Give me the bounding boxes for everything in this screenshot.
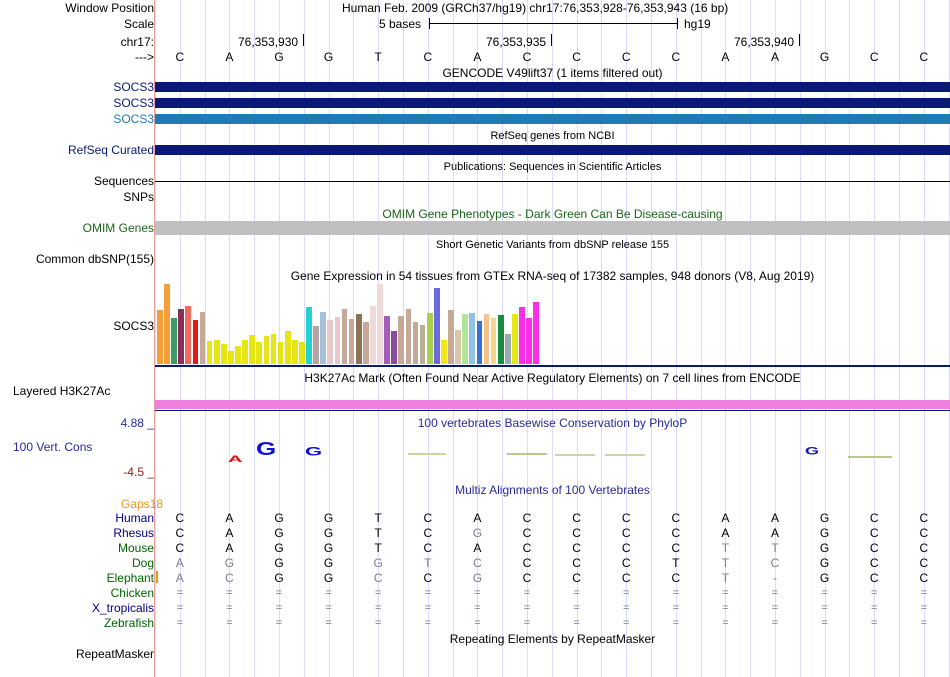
multiz-base: C [919,556,929,570]
gtex-tissue-bar[interactable] [398,316,404,364]
multiz-base: = [325,587,332,599]
multiz-species-label[interactable]: Mouse [117,541,154,555]
multiz-base: A [225,541,234,555]
ruler-tick-2 [551,34,552,46]
multiz-base: A [721,511,730,525]
multiz-base: C [869,571,879,585]
gtex-tissue-bar[interactable] [498,315,504,364]
omim-label[interactable]: OMIM Genes [82,221,154,235]
ruler-position-3: 76,353,940 [734,35,795,49]
multiz-base: = [573,617,580,629]
multiz-base: C [572,511,581,525]
multiz-base: C [373,571,383,585]
multiz-base: C [175,541,185,555]
multiz-base: = [226,617,233,629]
multiz-base: T [374,541,382,555]
publications-line [155,181,950,182]
gtex-tissue-bar[interactable] [441,340,447,364]
reference-base: A [770,50,779,64]
gtex-tissue-bar[interactable] [306,307,312,364]
gencode-label-2[interactable]: SOCS3 [113,96,154,110]
gtex-tissue-bar[interactable] [299,342,305,364]
multiz-base: G [274,511,284,525]
multiz-base: = [275,617,283,629]
phylop-glyph-g1: G [256,438,277,459]
multiz-base: C [770,556,780,570]
gtex-tissue-bar[interactable] [505,334,511,364]
multiz-base: = [622,617,630,629]
multiz-base: C [423,511,433,525]
multiz-base: = [176,602,184,614]
reference-base: A [473,50,482,64]
gtex-tissue-bar[interactable] [533,302,539,364]
elephant-gap-marker [156,571,158,583]
multiz-species-label[interactable]: Human [115,511,154,525]
gtex-tissue-bar[interactable] [391,331,397,364]
multiz-base: = [771,602,779,614]
reference-base: C [869,50,879,64]
refseq-track-title[interactable]: RefSeq genes from NCBI [490,130,615,142]
phylop-trace-4 [605,454,645,456]
multiz-base: C [671,571,681,585]
multiz-base: A [225,511,234,525]
scale-bar-right-tick [677,18,678,29]
multiz-base: G [819,541,830,555]
multiz-base: = [672,587,680,599]
multiz-base: C [621,511,631,525]
gtex-tissue-bar[interactable] [512,314,518,364]
scale-bar-left-tick [429,18,430,29]
reference-base: C [423,50,433,64]
multiz-base: C [869,556,879,570]
gtex-tissue-bar[interactable] [278,342,284,364]
multiz-base: = [474,617,481,629]
phylop-max-label: 4.88 _ [120,416,154,430]
multiz-base: = [523,587,531,599]
gtex-bar-graph[interactable] [155,284,535,364]
gtex-tissue-bar[interactable] [342,309,348,364]
multiz-track-title[interactable]: Multiz Alignments of 100 Vertebrates [455,483,650,497]
multiz-base: - [773,571,777,585]
multiz-base: G [472,526,483,540]
phylop-label[interactable]: 100 Vert. Cons [13,440,93,454]
multiz-base: T [672,556,680,570]
gtex-tissue-bar[interactable] [164,284,170,364]
multiz-base: = [771,587,779,599]
multiz-base: = [821,602,828,614]
refseq-label[interactable]: RefSeq Curated [67,143,154,157]
multiz-base: C [423,541,433,555]
multiz-base: A [721,526,730,540]
ruler-position-1: 76,353,930 [238,35,299,49]
gtex-tissue-bar[interactable] [484,314,490,364]
gtex-tissue-bar[interactable] [491,318,497,364]
multiz-base: T [374,511,382,525]
h3k27ac-baseline [155,410,950,411]
gencode-track-title[interactable]: GENCODE V49lift37 (1 items filtered out) [442,66,663,80]
multiz-base: = [821,587,828,599]
multiz-base: = [275,587,283,599]
phylop-trace-5 [848,456,892,458]
multiz-base: G [323,571,334,585]
gtex-tissue-bar[interactable] [406,309,412,364]
multiz-base: T [721,571,730,585]
multiz-base: = [424,617,432,629]
reference-base: T [374,50,382,64]
multiz-base: = [226,587,233,599]
multiz-base: T [721,556,730,570]
multiz-base: G [274,556,284,570]
multiz-base: C [919,526,929,540]
multiz-base: T [374,526,382,540]
gtex-tissue-bar[interactable] [413,322,419,364]
gtex-tissue-bar[interactable] [320,312,326,364]
reference-base: C [522,50,532,64]
gtex-tissue-bar[interactable] [420,325,426,364]
multiz-base: C [869,526,879,540]
multiz-base: C [522,556,532,570]
ruler-position-2: 76,353,935 [486,35,547,49]
gencode-label-1[interactable]: SOCS3 [113,80,154,94]
multiz-base: C [522,511,532,525]
gtex-tissue-bar[interactable] [200,312,206,364]
reference-base: C [572,50,581,64]
multiz-species-label[interactable]: X_tropicalis [91,601,154,615]
multiz-base: C [175,511,185,525]
gtex-tissue-bar[interactable] [221,344,227,364]
reference-base: A [721,50,730,64]
gtex-tissue-bar[interactable] [335,317,341,364]
phylop-trace-1 [408,453,446,455]
gtex-tissue-bar[interactable] [185,306,191,364]
multiz-base: C [671,511,681,525]
multiz-species-label[interactable]: Zebrafish [103,616,154,630]
multiz-base: C [423,526,433,540]
dbsnp-label[interactable]: Common dbSNP(155) [35,252,154,266]
multiz-base: = [374,587,382,599]
multiz-base: C [671,541,681,555]
multiz-base: C [522,571,532,585]
multiz-base: C [919,571,929,585]
multiz-base: = [573,587,580,599]
gtex-tissue-bar[interactable] [526,318,532,364]
multiz-base: = [870,602,878,614]
scale-text: 5 bases [379,17,422,31]
multiz-base: = [424,602,432,614]
phylop-logo[interactable] [155,436,950,466]
gtex-tissue-bar[interactable] [384,316,390,364]
multiz-species-label[interactable]: Dog [131,556,154,570]
multiz-base: C [621,556,631,570]
repeatmasker-track-title[interactable]: Repeating Elements by RepeatMasker [449,632,656,646]
multiz-base: A [175,556,184,570]
gencode-transcript-2[interactable] [155,98,950,108]
gtex-tissue-bar[interactable] [256,342,262,364]
gtex-tissue-bar[interactable] [313,326,319,364]
gencode-label-3[interactable]: SOCS3 [113,112,154,126]
multiz-base: C [225,571,234,585]
multiz-base: = [622,602,630,614]
multiz-base: G [323,556,334,570]
multiz-base: = [672,602,680,614]
refseq-transcript[interactable] [155,145,950,155]
multiz-base: = [821,617,828,629]
reference-base: C [919,50,929,64]
multiz-base: C [621,526,631,540]
scale-assembly: hg19 [684,17,711,31]
multiz-base: C [572,556,581,570]
publications-label[interactable]: Sequences [93,174,154,188]
multiz-base: = [474,602,481,614]
multiz-base: T [721,541,730,555]
multiz-base: C [621,571,631,585]
multiz-species-label[interactable]: Rhesus [113,526,154,540]
multiz-base: G [224,556,235,570]
multiz-base: G [323,541,334,555]
omim-track-title[interactable]: OMIM Gene Phenotypes - Dark Green Can Be Disease-causing [382,207,723,221]
multiz-gaps-label: Gaps18 [121,497,164,511]
gtex-tissue-bar[interactable] [327,320,333,364]
multiz-base: = [474,587,481,599]
multiz-base: C [621,541,631,555]
multiz-base: = [722,602,729,614]
gtex-tissue-bar[interactable] [370,306,376,364]
multiz-base: C [869,541,879,555]
multiz-base: C [671,526,681,540]
multiz-base: A [473,511,482,525]
multiz-base: = [226,602,233,614]
phylop-glyph-g2: G [305,444,323,458]
multiz-base: = [870,587,878,599]
multiz-base: = [523,602,531,614]
multiz-base: C [572,541,581,555]
reference-base: A [225,50,234,64]
gtex-tissue-bar[interactable] [477,321,483,364]
gtex-tissue-bar[interactable] [519,307,525,364]
gtex-tissue-bar[interactable] [455,330,461,364]
multiz-base: G [323,511,334,525]
gtex-tissue-bar[interactable] [356,314,362,364]
multiz-species-label[interactable]: Chicken [110,586,154,600]
window-position-label: Window Position [65,1,154,15]
multiz-base: C [919,511,929,525]
omim-feature-bar[interactable] [155,221,950,235]
multiz-base: G [274,541,284,555]
h3k27ac-label[interactable]: Layered H3K27Ac [13,384,111,398]
phylop-trace-2 [507,453,547,455]
multiz-base: A [770,526,779,540]
gtex-tissue-bar[interactable] [249,335,255,364]
multiz-base: = [573,602,580,614]
multiz-base: C [572,571,581,585]
gtex-tissue-bar[interactable] [271,334,277,364]
gtex-tissue-bar[interactable] [349,319,355,364]
gencode-transcript-3[interactable] [155,114,950,124]
multiz-base: = [176,587,184,599]
phylop-track-title[interactable]: 100 vertebrates Basewise Conservation by PhyloP [417,416,688,430]
multiz-base: C [522,541,532,555]
scale-label: Scale [123,17,154,31]
h3k27ac-track-title[interactable]: H3K27Ac Mark (Often Found Near Active Regulatory Elements) on 7 cell lines from ENCODE [304,371,801,385]
multiz-base: C [175,526,185,540]
multiz-base: G [819,511,830,525]
ruler-tick-3 [799,34,800,46]
multiz-base: A [770,511,779,525]
gtex-tissue-bar[interactable] [377,284,383,364]
gtex-label[interactable]: SOCS3 [113,319,154,333]
window-position-value[interactable]: Human Feb. 2009 (GRCh37/hg19) chr17:76,353,928-76,353,943 (16 bp) [342,1,729,15]
phylop-glyph-a: A [228,454,243,465]
dbsnp-track-title[interactable]: Short Genetic Variants from dbSNP release 155 [435,239,670,251]
phylop-min-label: -4.5 _ [123,465,154,479]
reference-base: C [175,50,185,64]
gtex-tissue-bar[interactable] [214,340,220,364]
h3k27ac-signal[interactable] [155,400,950,409]
multiz-base: T [771,541,779,555]
gtex-tissue-bar[interactable] [178,309,184,364]
multiz-base: = [374,617,382,629]
multiz-base: G [472,571,483,585]
repeatmasker-label[interactable]: RepeatMasker [75,647,154,661]
gtex-baseline [155,365,950,367]
multiz-base: A [175,571,184,585]
gtex-tissue-bar[interactable] [264,336,270,364]
multiz-base: = [176,617,184,629]
multiz-base: G [819,556,830,570]
reference-base: G [274,50,284,64]
gtex-tissue-bar[interactable] [469,313,475,364]
multiz-base: C [522,526,532,540]
gtex-tissue-bar[interactable] [427,313,433,364]
multiz-base: G [819,526,830,540]
chrom-label: chr17: [120,35,154,49]
multiz-base: = [722,617,729,629]
gtex-tissue-bar[interactable] [448,310,454,364]
multiz-base: G [274,526,284,540]
multiz-base: = [325,617,332,629]
multiz-base: G [323,526,334,540]
reference-base: G [323,50,334,64]
gtex-tissue-bar[interactable] [434,288,440,364]
publications-track-title[interactable]: Publications: Sequences in Scientific Articles [443,161,662,173]
multiz-base: C [572,526,581,540]
multiz-base: = [275,602,283,614]
multiz-base: = [325,602,332,614]
gtex-tissue-bar[interactable] [292,340,298,364]
gtex-tissue-bar[interactable] [207,341,213,364]
multiz-base: = [374,602,382,614]
multiz-base: G [819,571,830,585]
gtex-tissue-bar[interactable] [285,331,291,364]
multiz-base: = [722,587,729,599]
gtex-tissue-bar[interactable] [157,310,163,364]
multiz-base: = [870,617,878,629]
gtex-tissue-bar[interactable] [235,346,241,364]
multiz-base: C [919,541,929,555]
multiz-base: T [424,556,432,570]
gtex-tissue-bar[interactable] [228,351,234,364]
multiz-base: = [523,617,531,629]
multiz-base: = [771,617,779,629]
gtex-tissue-bar[interactable] [193,320,199,364]
gtex-tissue-bar[interactable] [242,340,248,364]
multiz-base: G [274,571,284,585]
multiz-base: = [920,602,928,614]
reference-base: C [621,50,631,64]
multiz-base: C [869,511,879,525]
multiz-base: = [424,587,432,599]
multiz-base: C [423,571,433,585]
reference-base: G [819,50,830,64]
multiz-base: C [473,556,482,570]
phylop-glyph-g3: G [804,445,820,458]
gtex-tissue-bar[interactable] [462,314,468,364]
multiz-base: = [622,587,630,599]
multiz-species-label[interactable]: Elephant [106,571,154,585]
scale-bar [429,23,677,24]
gencode-transcript-1[interactable] [155,82,950,92]
multiz-base: A [473,541,482,555]
ruler-tick-1 [303,34,304,46]
gtex-tissue-bar[interactable] [363,322,369,364]
multiz-base: = [920,587,928,599]
snps-label[interactable]: SNPs [123,190,154,204]
gtex-tissue-bar[interactable] [171,318,177,364]
strand-arrow-label: ---> [135,50,154,64]
multiz-base: G [373,556,383,570]
multiz-base: = [672,617,680,629]
multiz-base: A [225,526,234,540]
reference-base: C [671,50,681,64]
gtex-track-title[interactable]: Gene Expression in 54 tissues from GTEx RNA-seq of 17382 samples, 948 donors (V8, Aug 2019) [290,269,815,283]
multiz-base: = [920,617,928,629]
phylop-trace-3 [555,454,595,456]
